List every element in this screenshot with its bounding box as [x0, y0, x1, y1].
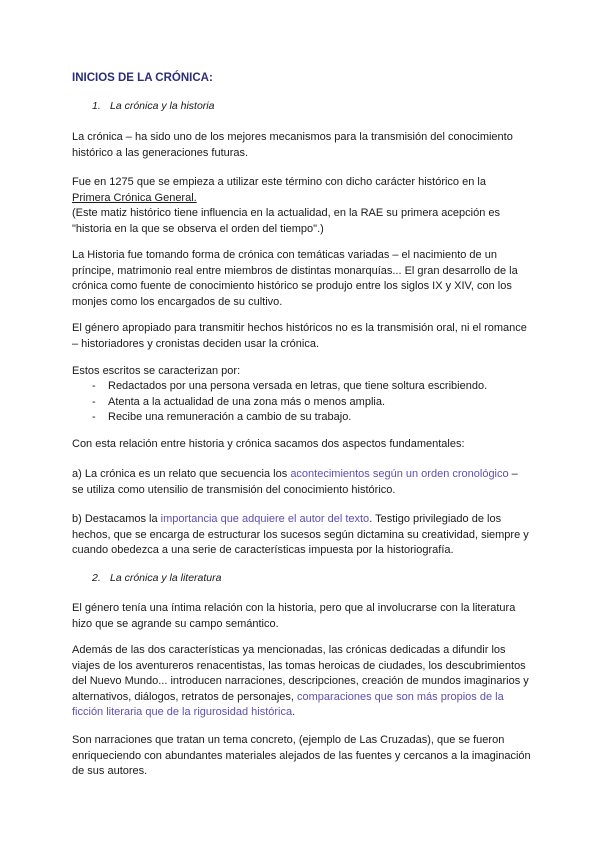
paragraph-2-note: (Este matiz histórico tiene influencia en la actualidad, en la RAE su primera acepción es "historia en la que se observa el orden del tiempo".)	[72, 207, 501, 235]
paragraph-2-line: Fue en 1275 que se empieza a utilizar este término con dicho carácter histórico en la	[72, 176, 486, 188]
list-item: - Redactados por una persona versada en letras, que tiene soltura escribiendo.	[72, 379, 532, 395]
section-label: La crónica y la historia	[110, 100, 215, 112]
paragraph-5: Estos escritos se caracterizan por:	[72, 365, 241, 377]
document-title: INICIOS DE LA CRÓNICA:	[72, 72, 213, 84]
section-heading-1	[92, 100, 214, 112]
paragraph-8	[72, 512, 532, 559]
section-heading-2	[92, 572, 221, 584]
paragraph-9: El género tenía una íntima relación con la historia, pero que al involucrarse con la literatura hizo que se agrande su campo semántico.	[72, 602, 516, 630]
paragraph-2	[72, 175, 532, 237]
text-span: a) La crónica es un relato que secuencia los	[72, 468, 291, 480]
highlight-ficcion: comparaciones que son más propios de la ficción literaria que de la rigurosidad histórica	[72, 690, 504, 718]
paragraph-7	[72, 467, 532, 498]
paragraph-6: Con esta relación entre historia y crónica sacamos dos aspectos fundamentales:	[72, 438, 465, 450]
section-number: 1.	[92, 100, 101, 112]
section-number: 2.	[92, 572, 101, 584]
text-span: Además de las dos características ya mencionadas, las crónicas dedicadas a difundir los viajes de los aventureros renacentistas, las tomas heroicas de ciudades, los descubrimientos del Nuevo Mundo... introducen narraciones, descripciones, creación de mundos imaginarios y alternativos, diálogos, retratos de personajes,	[72, 644, 529, 703]
text-span: .	[292, 706, 296, 718]
list-item: - Recibe una remuneración a cambio de su trabajo.	[72, 410, 532, 426]
paragraph-1: La crónica – ha sido uno de los mejores mecanismos para la transmisión del conocimiento histórico a las generaciones futuras.	[72, 131, 513, 159]
paragraph-4: El género apropiado para transmitir hechos históricos no es la transmisión oral, ni el romance – historiadores y cronistas deciden usar la crónica.	[72, 322, 527, 350]
text-span: b) Destacamos la	[72, 513, 161, 525]
paragraph-3: La Historia fue tomando forma de crónica con temáticas variadas – el nacimiento de un príncipe, matrimonio real entre miembros de distintas monarquías... El gran desarrollo de la crónica como fuente de conocimiento histórico se produjo entre los siglos IX y XIV, con los monjes como los encargados de su cultivo.	[72, 249, 518, 308]
section-label: La crónica y la literatura	[110, 572, 222, 584]
highlight-cronologico: acontecimientos según un orden cronológico	[290, 468, 509, 480]
highlight-autor: importancia que adquiere el autor del texto	[160, 513, 370, 525]
characteristics-list	[72, 379, 532, 426]
primera-cronica-link[interactable]: Primera Crónica General.	[72, 191, 197, 204]
text-span: – se utiliza como utensilio de transmisión del conocimiento histórico.	[72, 468, 518, 496]
paragraph-10	[72, 643, 532, 721]
paragraph-11: Son narraciones que tratan un tema concreto, (ejemplo de Las Cruzadas), que se fueron enriqueciendo con abundantes materiales alejados de las fuentes y cercanos a la imaginación de sus autores.	[72, 734, 531, 777]
text-span: . Testigo privilegiado de los hechos, que se encarga de estructurar los sucesos según dictamina su creatividad, siempre y cuando obedezca a una serie de características impuesta por la historiografía.	[72, 513, 529, 556]
list-item: - Atenta a la actualidad de una zona más o menos amplia.	[72, 395, 532, 411]
